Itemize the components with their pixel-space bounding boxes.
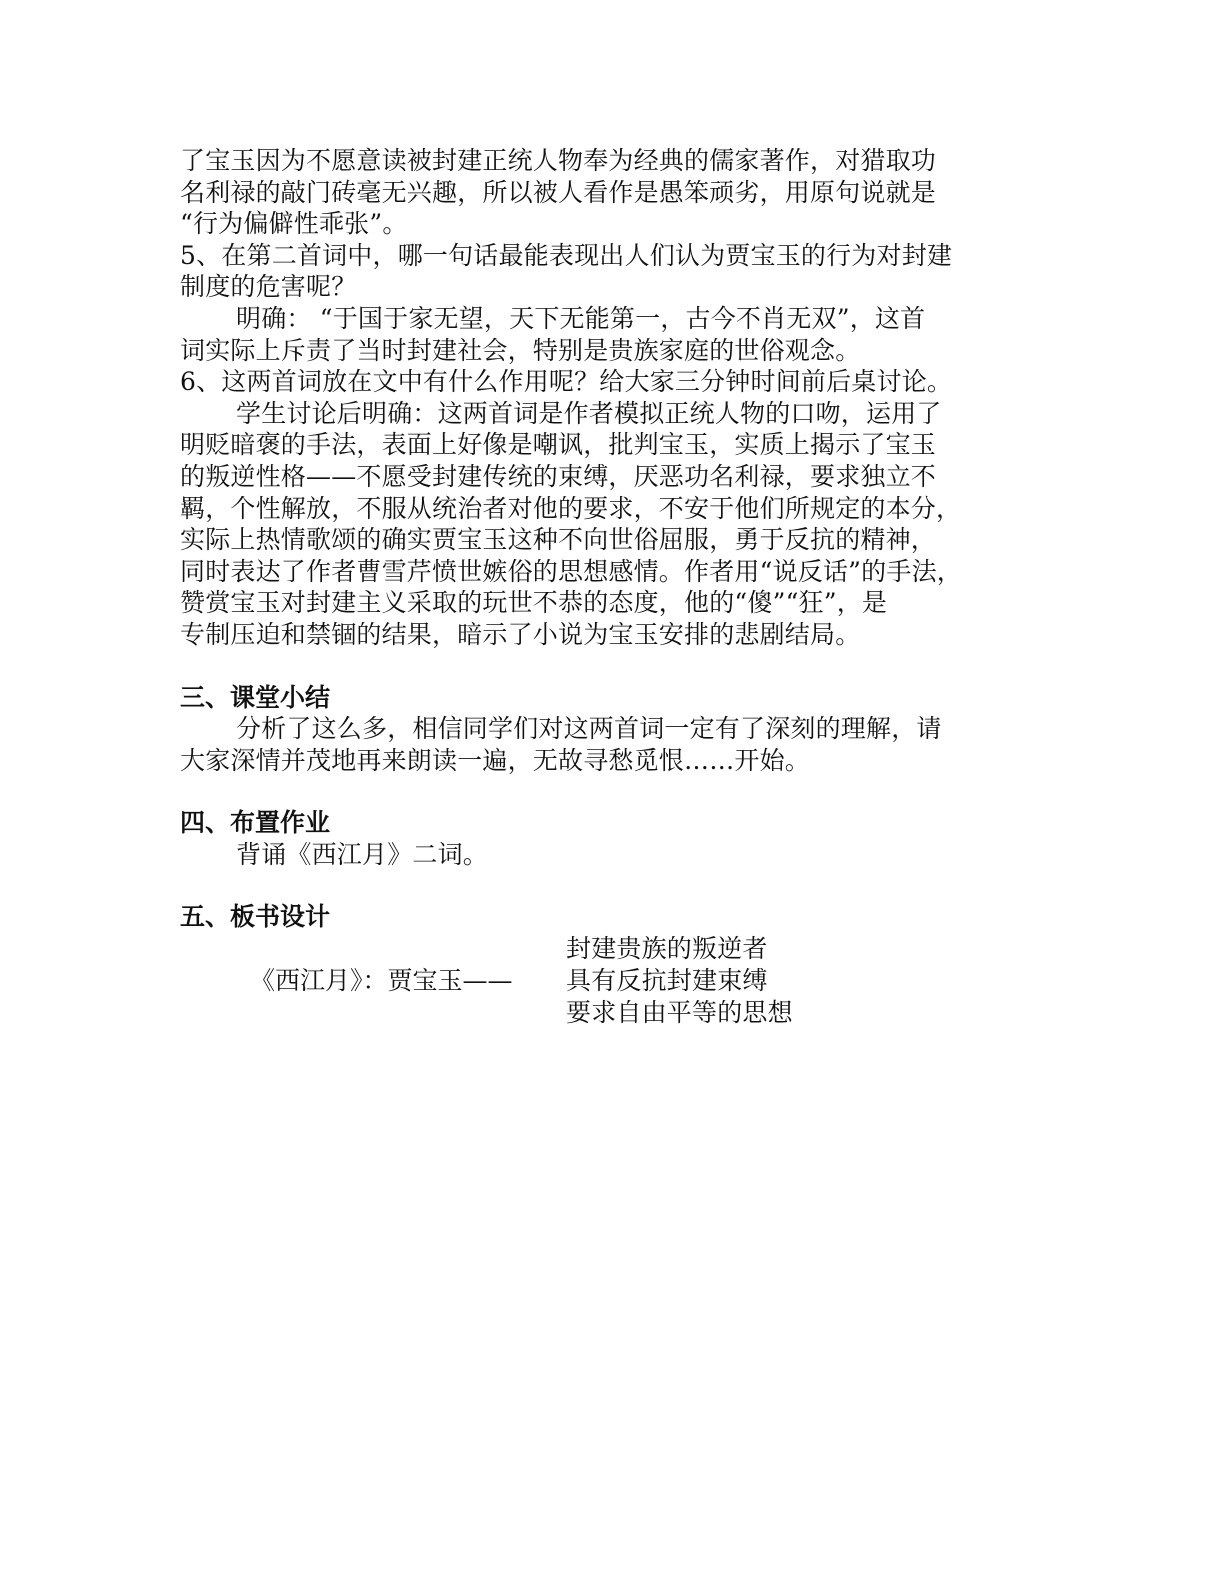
- answer-6-line: 赞赏宝玉对封建主义采取的玩世不恭的态度，他的“傻”“狂”，是: [180, 588, 888, 618]
- board-point: 封建贵族的叛逆者: [566, 934, 768, 964]
- board-points: [566, 933, 793, 1029]
- document-page: [180, 145, 1050, 1029]
- section-4-line: 背诵《西江月》二词。: [236, 839, 489, 869]
- question-6-line: 6、这两首词放在文中有什么作用呢？给大家三分钟时间前后桌讨论。: [180, 367, 953, 397]
- section-3-line: 分析了这么多，相信同学们对这两首词一定有了深刻的理解，请: [236, 714, 942, 744]
- section-5-heading: 五、板书设计: [180, 902, 331, 932]
- answer-6-line: 明贬暗褒的手法，表面上好像是嘲讽，批判宝玉，实质上揭示了宝玉: [180, 430, 937, 460]
- spacer: [180, 776, 1050, 807]
- answer-6-line: 学生讨论后明确：这两首词是作者模拟正统人物的口吻，运用了: [236, 398, 942, 428]
- answer-5-line: 词实际上斥责了当时封建社会，特别是贵族家庭的世俗观念。: [180, 335, 861, 365]
- question-5-line: 5、在第二首词中，哪一句话最能表现出人们认为贾宝玉的行为对封建: [180, 240, 953, 270]
- answer-5-line: 明确： “于国于家无望，天下无能第一，古今不肖无双”，这首: [236, 303, 926, 333]
- board-title: 《西江月》：贾宝玉——: [250, 966, 513, 996]
- paragraph-line: 名利禄的敲门砖毫无兴趣，所以被人看作是愚笨顽劣，用原句说就是: [180, 177, 937, 207]
- paragraph-line: “行为偏僻性乖张”。: [180, 209, 408, 239]
- spacer: [180, 870, 1050, 901]
- paragraph-line: 了宝玉因为不愿意读被封建正统人物奉为经典的儒家著作，对猎取功: [180, 146, 937, 175]
- section-3-line: 大家深情并茂地再来朗读一遍，无故寻愁觅恨……开始。: [180, 745, 811, 775]
- answer-6-line: 专制压迫和禁锢的结果，暗示了小说为宝玉安排的悲剧结局。: [180, 619, 861, 649]
- question-5-line: 制度的危害呢？: [180, 272, 357, 302]
- board-point: 具有反抗封建束缚: [566, 966, 768, 996]
- section-4-heading: 四、布置作业: [180, 808, 331, 838]
- answer-6-line: 羁，个性解放，不服从统治者对他的要求，不安于他们所规定的本分，: [180, 493, 962, 523]
- answer-6-line: 的叛逆性格——不愿受封建传统的束缚，厌恶功名利禄，要求独立不: [180, 461, 937, 491]
- board-point: 要求自由平等的思想: [566, 998, 793, 1028]
- blackboard-design: [180, 933, 1050, 1029]
- answer-6-line: 同时表达了作者曹雪芹愤世嫉俗的思想感情。作者用“说反话”的手法，: [180, 556, 962, 586]
- section-3-heading: 三、课堂小结: [180, 682, 331, 712]
- spacer: [180, 651, 1050, 682]
- answer-6-line: 实际上热情歌颂的确实贾宝玉这种不向世俗屈服，勇于反抗的精神，: [180, 525, 937, 555]
